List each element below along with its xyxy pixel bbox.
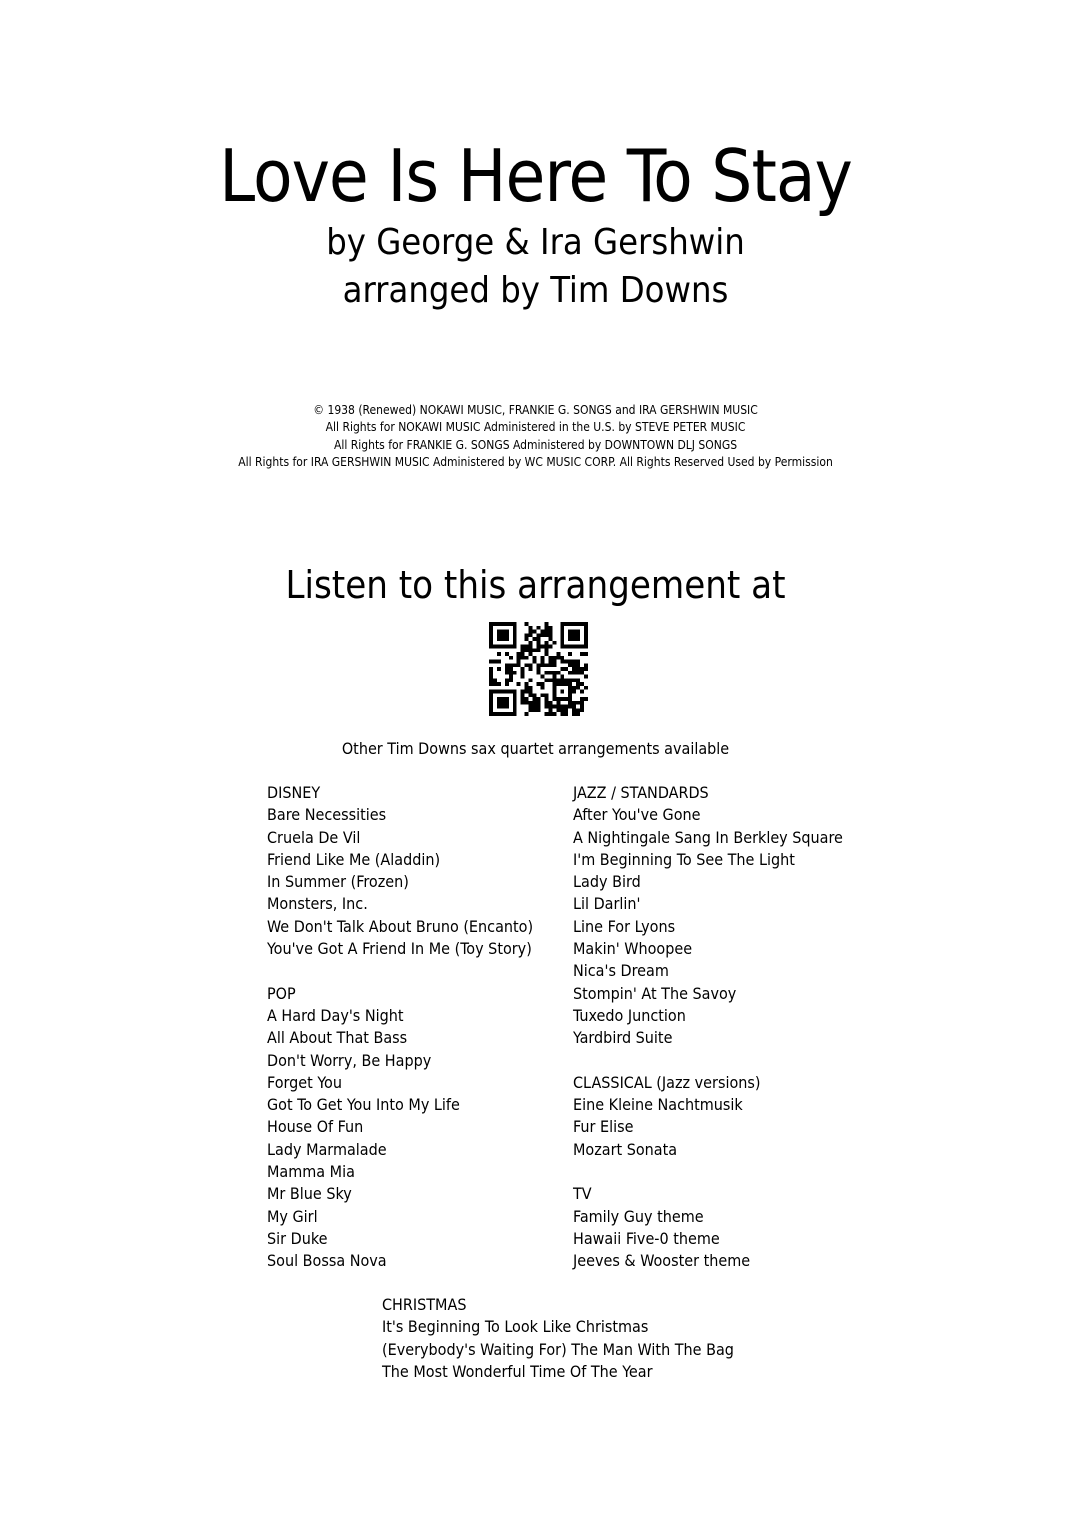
list-item: Yardbird Suite [573,1028,673,1048]
category-heading-classical: CLASSICAL (Jazz versions) [573,1072,761,1092]
list-item: Hawaii Five-0 theme [573,1228,720,1248]
copyright-line: All Rights for IRA GERSHWIN MUSIC Administered by WC MUSIC CORP. All Rights Reserved Used by Permission [238,454,833,469]
category-heading-disney: DISNEY [267,783,321,802]
list-item: Makin' Whoopee [573,939,693,959]
list-item: Friend Like Me (Aladdin) [267,849,441,869]
list-item: The Most Wonderful Time Of The Year [382,1361,653,1381]
copyright-line: All Rights for NOKAWI MUSIC Administered in the U.S. by STEVE PETER MUSIC [325,420,746,435]
listen-heading: Listen to this arrangement at [285,563,786,607]
list-item: Cruela De Vil [267,827,361,847]
arrangements-column-christmas [382,1294,734,1383]
spacer [573,1161,843,1183]
list-item: Bare Necessities [267,805,387,825]
list-item: Fur Elise [573,1117,634,1137]
list-item: In Summer (Frozen) [267,872,409,892]
list-item: I'm Beginning To See The Light [573,849,795,869]
composer-credit: by George & Ira Gershwin [326,222,745,263]
list-item: Sir Duke [267,1228,328,1248]
list-item: My Girl [267,1206,318,1226]
list-item: Soul Bossa Nova [267,1251,387,1271]
list-item: Don't Worry, Be Happy [267,1050,432,1070]
copyright-line: © 1938 (Renewed) NOKAWI MUSIC, FRANKIE G. SONGS and IRA GERSHWIN MUSIC [313,403,758,417]
list-item: Forget You [267,1072,342,1092]
list-item: Monsters, Inc. [267,894,368,914]
list-item: A Hard Day's Night [267,1005,404,1025]
list-item: (Everybody's Waiting For) The Man With The Bag [382,1339,734,1359]
list-item: Stompin' At The Savoy [573,983,737,1003]
category-heading-pop: POP [267,983,296,1003]
list-item: It's Beginning To Look Like Christmas [382,1317,649,1337]
category-heading-jazz: JAZZ / STANDARDS [573,783,709,802]
arrangements-column-left [267,782,533,1273]
copyright-line: All Rights for FRANKIE G. SONGS Administered by DOWNTOWN DLJ SONGS [333,437,738,452]
arranger-credit: arranged by Tim Downs [342,270,729,311]
list-item: Line For Lyons [573,916,676,936]
page-title: Love Is Here To Stay [219,134,852,218]
list-item: Mr Blue Sky [267,1184,352,1204]
arrangements-column-right [573,782,843,1273]
list-item: Mamma Mia [267,1162,355,1182]
list-item: House Of Fun [267,1117,364,1137]
qr-code-icon[interactable] [489,622,588,716]
list-item: A Nightingale Sang In Berkley Square [573,827,843,847]
spacer [267,960,533,982]
list-item: Got To Get You Into My Life [267,1095,460,1115]
category-heading-christmas: CHRISTMAS [382,1295,467,1314]
spacer [573,1050,843,1072]
category-heading-tv: TV [573,1184,592,1204]
list-item: Tuxedo Junction [573,1005,686,1025]
list-item: All About That Bass [267,1028,408,1048]
list-item: Family Guy theme [573,1206,704,1226]
copyright-notice [0,402,1071,471]
list-item: You've Got A Friend In Me (Toy Story) [267,939,532,959]
list-item: Eine Kleine Nachtmusik [573,1095,743,1115]
list-item: Mozart Sonata [573,1139,678,1159]
list-item: Jeeves & Wooster theme [573,1251,751,1271]
list-item: Lil Darlin' [573,894,641,914]
list-item: Lady Marmalade [267,1139,387,1159]
list-item: After You've Gone [573,805,701,825]
list-item: Nica's Dream [573,961,669,981]
list-item: We Don't Talk About Bruno (Encanto) [267,916,534,936]
other-arrangements-heading: Other Tim Downs sax quartet arrangements available [341,739,730,758]
list-item: Lady Bird [573,872,641,892]
